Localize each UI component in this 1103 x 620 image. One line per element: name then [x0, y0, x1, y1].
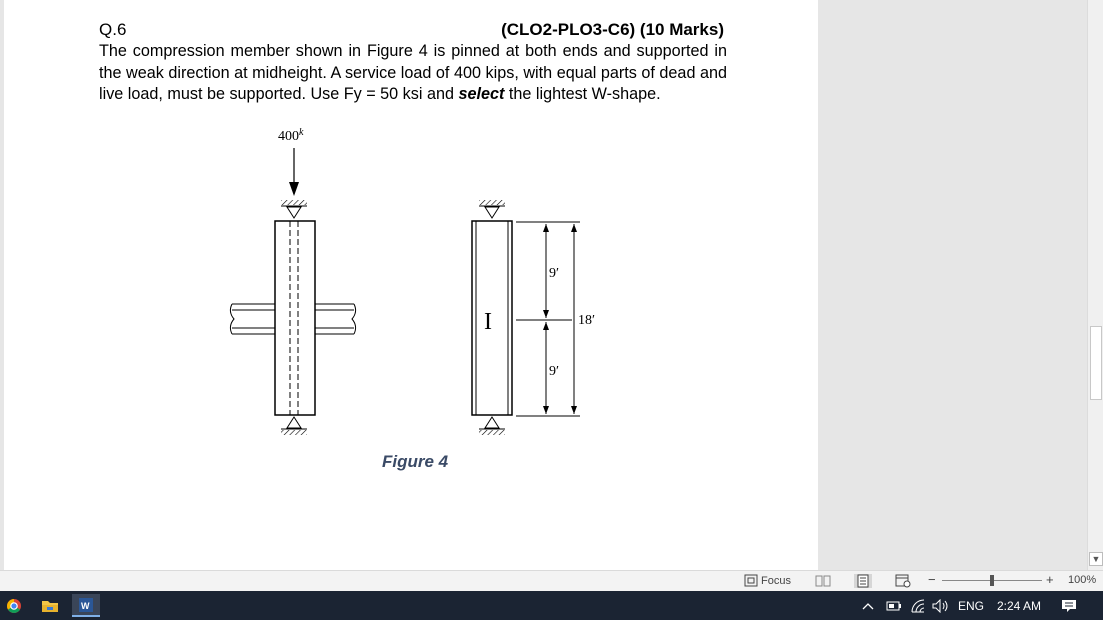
column-elevation-weak	[472, 221, 512, 415]
dimension-lines	[516, 222, 580, 416]
figure-caption: Figure 4	[382, 452, 449, 471]
section-symbol: I	[484, 309, 492, 335]
question-text	[99, 41, 727, 106]
dimension-top-label: 9′	[549, 266, 560, 281]
web-layout-button[interactable]	[894, 574, 912, 588]
tray-language[interactable]: ENG	[958, 599, 985, 613]
bottom-pin-support-weak	[479, 417, 505, 435]
print-layout-icon	[854, 574, 872, 588]
question-text-emphasis: select	[458, 85, 505, 103]
load-label: 400$^k$	[278, 127, 304, 144]
tray-volume[interactable]	[932, 597, 950, 615]
question-number: Q.6	[99, 20, 127, 39]
load-arrow	[289, 148, 299, 196]
web-layout-icon	[894, 574, 912, 588]
tray-wifi[interactable]	[910, 597, 926, 615]
chevron-up-icon	[862, 601, 874, 611]
column-elevation-strong	[275, 221, 315, 415]
zoom-in-button[interactable]: +	[1046, 572, 1054, 587]
scrollbar-thumb[interactable]	[1090, 326, 1102, 400]
taskbar-file-explorer[interactable]	[36, 594, 64, 617]
taskbar-chrome[interactable]	[0, 594, 28, 617]
figure-4-diagram	[180, 120, 640, 450]
wifi-icon	[910, 599, 926, 613]
document-page[interactable]	[4, 0, 818, 570]
windows-taskbar	[0, 591, 1103, 620]
zoom-out-button[interactable]: −	[928, 572, 936, 587]
bottom-pin-support	[281, 417, 307, 435]
svg-text:W: W	[81, 600, 90, 611]
tray-notifications[interactable]	[1061, 597, 1077, 615]
print-layout-button[interactable]	[854, 574, 872, 588]
top-pin-support	[281, 200, 307, 218]
notification-icon	[1061, 598, 1077, 614]
tray-battery[interactable]	[886, 597, 902, 615]
tray-clock[interactable]: 2:24 AM	[997, 599, 1042, 613]
focus-icon	[744, 574, 758, 587]
status-bar	[0, 570, 1103, 591]
battery-icon	[886, 600, 902, 612]
vertical-scrollbar[interactable]	[1087, 0, 1103, 570]
zoom-slider-thumb[interactable]	[990, 575, 994, 586]
read-mode-button[interactable]	[814, 574, 832, 588]
top-pin-support-weak	[479, 200, 505, 218]
dimension-bottom-label: 9′	[549, 364, 560, 379]
word-icon	[78, 597, 94, 613]
question-text-part1: The compression member shown in Figure 4 is pinned at both ends and supported in the weak direction at midheight. A service load of 400 kips, with equal parts of dead and live load, must be supported. Use Fy = 50 ksi and	[99, 42, 727, 103]
dimension-total-label: 18′	[578, 313, 596, 328]
zoom-level[interactable]: 100%	[1068, 574, 1097, 586]
taskbar-word[interactable]	[72, 594, 100, 617]
speaker-icon	[932, 599, 950, 613]
chrome-icon	[6, 598, 22, 614]
focus-button[interactable]	[744, 574, 791, 587]
read-mode-icon	[814, 574, 832, 588]
question-header	[99, 20, 724, 42]
page-margin-area	[818, 0, 1087, 570]
focus-label: Focus	[761, 574, 791, 587]
tray-chevron[interactable]	[862, 597, 874, 615]
question-text-part2: the lightest W-shape.	[504, 85, 661, 103]
scroll-down-button[interactable]: ▼	[1089, 552, 1103, 566]
file-explorer-icon	[41, 598, 59, 614]
question-marks: (CLO2-PLO3-C6) (10 Marks)	[501, 20, 724, 39]
